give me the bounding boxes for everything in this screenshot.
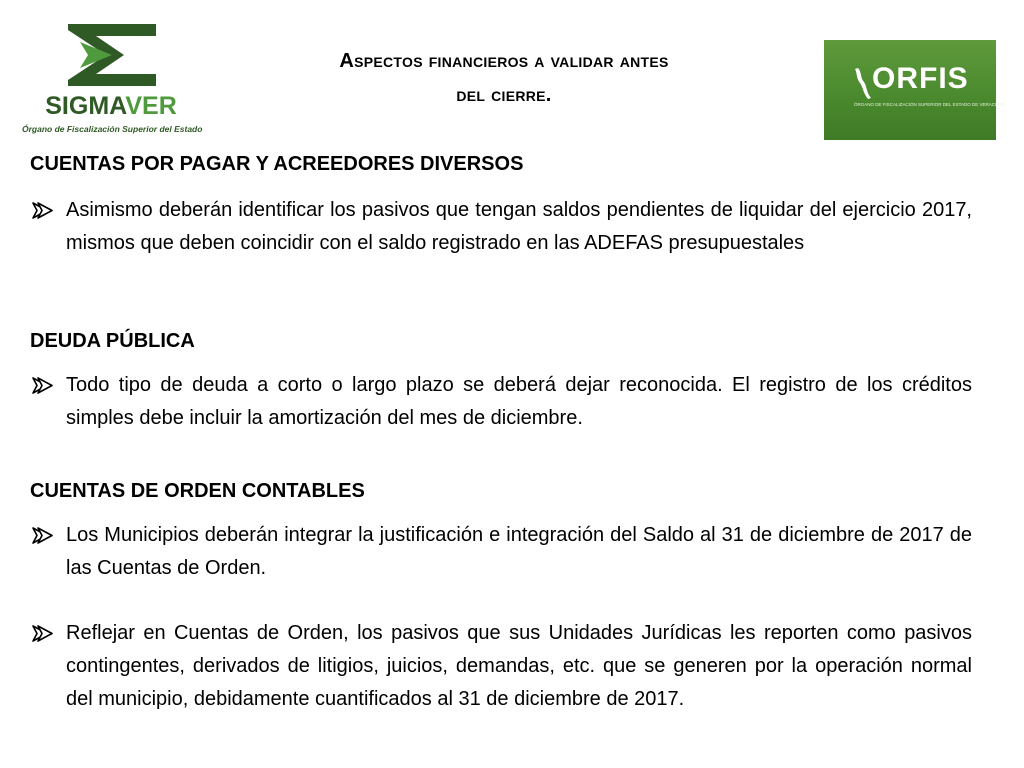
slide-title-line1: Aspectos financieros a validar antes xyxy=(339,50,669,72)
arrow-bullet-icon xyxy=(30,519,58,552)
veracruz-map-icon xyxy=(854,66,874,100)
list-item xyxy=(30,519,972,585)
arrow-bullet-icon xyxy=(30,617,58,650)
section-heading-cuentas-por-pagar: CUENTAS POR PAGAR Y ACREEDORES DIVERSOS xyxy=(30,153,524,175)
list-item xyxy=(30,369,972,435)
orfis-wordmark: ORFIS xyxy=(872,62,969,95)
sigmaver-logo xyxy=(22,20,212,138)
slide-title xyxy=(238,44,770,112)
section-heading-cuentas-de-orden: CUENTAS DE ORDEN CONTABLES xyxy=(30,480,365,502)
arrow-bullet-icon xyxy=(30,369,58,402)
bullet-text: Reflejar en Cuentas de Orden, los pasivos que sus Unidades Jurídicas les reporten como pasivos contingentes, derivados de litigios, juicios, demandas, etc. que se generen por la operación normal del municipio, debidamente cuantificados al 31 de diciembre de 2017. xyxy=(66,622,972,710)
orfis-logo xyxy=(824,40,1005,140)
list-item xyxy=(30,617,972,716)
sigmaver-wordmark: SIGMAVER xyxy=(45,92,177,120)
bullet-text: Asimismo deberán identificar los pasivos que tengan saldos pendientes de liquidar del ejercicio 2017, mismos que deben coincidir con el saldo registrado en las ADEFAS presupuestales xyxy=(66,199,972,254)
bullet-text: Los Municipios deberán integrar la justificación e integración del Saldo al 31 de diciembre de 2017 de las Cuentas de Orden. xyxy=(66,524,972,579)
arrow-bullet-icon xyxy=(30,194,58,227)
slide-title-line2: del cierre. xyxy=(456,84,552,106)
section-heading-deuda-publica: DEUDA PÚBLICA xyxy=(30,330,195,352)
list-item xyxy=(30,194,972,260)
orfis-subtext: ÓRGANO DE FISCALIZACIÓN SUPERIOR DEL ESTADO DE VERACRUZ xyxy=(854,102,1005,107)
sigmaver-tagline: Órgano de Fiscalización Superior del Estado xyxy=(22,124,203,134)
bullet-text: Todo tipo de deuda a corto o largo plazo se deberá dejar reconocida. El registro de los créditos simples debe incluir la amortización del mes de diciembre. xyxy=(66,374,972,429)
sigma-logo-icon xyxy=(66,22,158,88)
